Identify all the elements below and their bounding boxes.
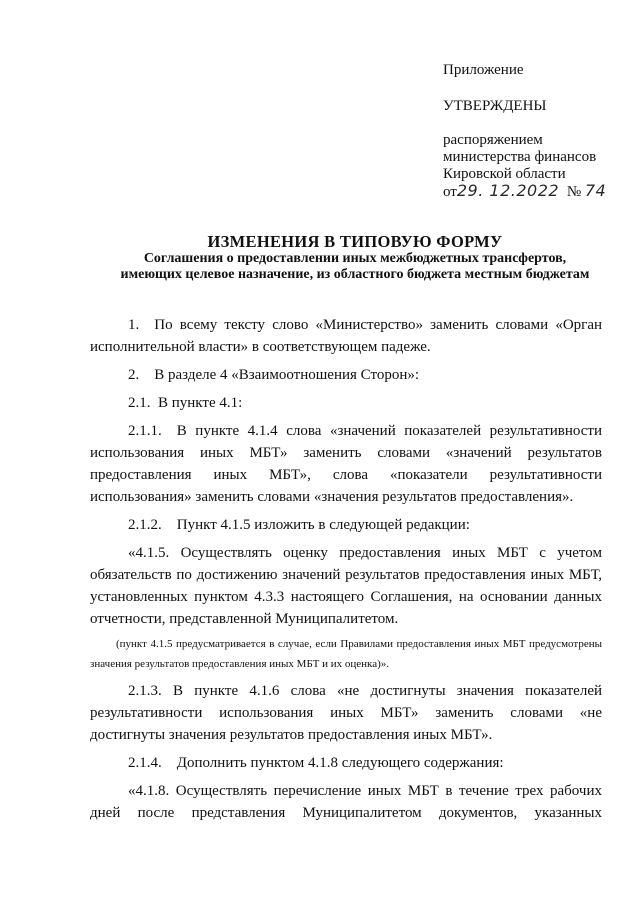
- paragraph-2-1-4: 2.1.4. Дополнить пунктом 4.1.8 следующего содержания:: [128, 755, 504, 771]
- paragraph-2-1: 2.1. В пункте 4.1:: [128, 395, 243, 411]
- paragraph-2-1-1: 2.1.1. В пункте 4.1.4 слова «значений показателей результативности использования иных МБТ» заменить словами «значений результатов предоставления иных МБТ», слова «показатели результативности использования» заменить словами «значения результатов предоставления».: [90, 423, 602, 505]
- approval-date-line: [443, 183, 606, 200]
- paragraph-2: 2. В разделе 4 «Взаимоотношения Сторон»:: [128, 367, 420, 383]
- document-title-block: [60, 233, 640, 283]
- issuer-line: распоряжением: [443, 132, 543, 148]
- appendix-label: Приложение: [443, 62, 524, 78]
- quoted-clause-4-1-5: «4.1.5. Осуществлять оценку предоставления иных МБТ с учетом обязательств по достижению значений результатов предоставления иных МБТ, установленных пунктом 4.3.3 настоящего Соглашения, на основании данных отчетности, представленной Муниципалитетом.: [90, 545, 602, 627]
- approved-label: УТВЕРЖДЕНЫ: [443, 98, 547, 114]
- document-body: [90, 314, 602, 824]
- paragraph-2-1-2: 2.1.2. Пункт 4.1.5 изложить в следующей редакции:: [128, 517, 470, 533]
- document-subtitle-line: имеющих целевое назначение, из областного бюджета местным бюджетам: [120, 267, 590, 282]
- issuer-line: Кировской области: [443, 166, 566, 182]
- issuer-line: министерства финансов: [443, 149, 597, 165]
- paragraph-2-1-3: 2.1.3. В пункте 4.1.6 слова «не достигнуты значения показателей результативности использования иных МБТ» заменить словами «не достигнуты значения результатов предоставления иных МБТ».: [90, 683, 602, 743]
- clause-note: (пункт 4.1.5 предусматривается в случае, если Правилами предоставления иных МБТ предусмотрены значения результатов предоставления иных МБТ и их оценка)».: [90, 638, 602, 670]
- date-prefix: от: [443, 184, 457, 200]
- handwritten-number: 74: [584, 181, 607, 200]
- number-prefix: №: [566, 184, 582, 200]
- document-subtitle-line: Соглашения о предоставлении иных межбюджетных трансфертов,: [143, 251, 567, 266]
- document-title: ИЗМЕНЕНИЯ В ТИПОВУЮ ФОРМУ: [207, 232, 503, 251]
- handwritten-date: 29. 12.2022: [456, 181, 560, 200]
- paragraph-1: 1. По всему тексту слово «Министерство» заменить словами «Орган исполнительной власти» в соответствующем падеже.: [90, 317, 602, 355]
- approval-block: [443, 62, 606, 200]
- quoted-clause-4-1-8: «4.1.8. Осуществлять перечисление иных МБТ в течение трех рабочих дней после представления Муниципалитетом документов, указанных: [90, 783, 602, 821]
